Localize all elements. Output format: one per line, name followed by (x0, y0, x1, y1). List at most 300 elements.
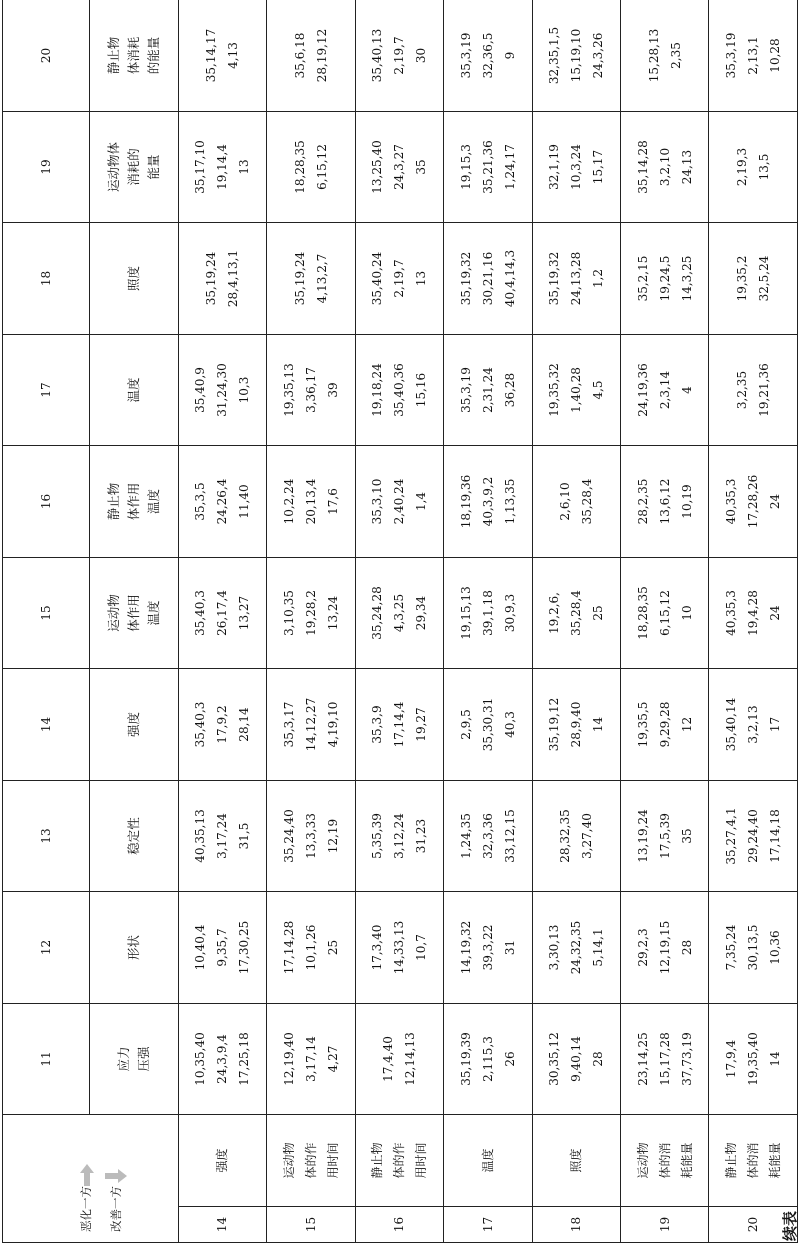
principle-line: 30,13,5 (746, 924, 761, 971)
principle-line: 10 (679, 605, 694, 621)
principle-line: 40,4,14,3 (502, 249, 517, 308)
row-parameter-name (532, 1115, 620, 1207)
principle-cell (620, 112, 708, 223)
principle-line: 35,40,14 (724, 697, 739, 752)
principle-line: 13,3,33 (303, 813, 318, 859)
principle-line: 4,13 (226, 42, 241, 69)
improving-side-label (105, 1164, 127, 1232)
principle-line: 4,13,2,7 (314, 253, 329, 304)
principle-line: 40,35,3 (724, 478, 739, 525)
column-name-line: 运动物 (105, 594, 121, 632)
principle-line: 26 (502, 1051, 517, 1067)
principle-line: 1,13,35 (502, 478, 517, 525)
row-name-line: 体的消 (657, 1142, 672, 1179)
column-number: 19 (3, 112, 90, 223)
principle-line: 35 (414, 159, 429, 175)
table-row (355, 0, 443, 1243)
principle-line: 20,13,4 (303, 478, 318, 525)
principle-cell (267, 0, 355, 112)
principle-line: 12,19,15 (657, 920, 672, 975)
principle-line: 4,5 (591, 380, 606, 400)
principle-line: 9 (502, 51, 517, 60)
principle-line: 13,19,24 (635, 809, 650, 863)
principle-line: 35,19,32 (458, 251, 473, 306)
row-name-line: 运动物 (635, 1142, 650, 1179)
row-name-line: 耗能量 (679, 1142, 694, 1179)
principle-line: 13 (414, 270, 429, 287)
principle-cell (355, 781, 443, 892)
principle-cell (444, 223, 532, 335)
column-name-line: 形状 (125, 935, 141, 961)
principle-line: 12,19 (325, 818, 340, 854)
principle-line: 2,6,10 (558, 482, 573, 521)
principle-line: 9,29,28 (657, 701, 672, 748)
principle-line: 3,2,35 (735, 370, 750, 410)
principle-line: 10,3 (237, 376, 252, 404)
column-name (90, 335, 178, 446)
principle-line: 6,15,12 (314, 144, 329, 190)
worsening-side-text: 恶化一方 (79, 1186, 93, 1232)
principle-line: 35,40,24 (370, 251, 385, 306)
principle-line: 3,10,35 (281, 590, 296, 636)
principle-cell (267, 892, 355, 1004)
principle-line: 15,17,28 (657, 1032, 672, 1086)
principle-line: 10,3,24 (569, 144, 584, 190)
principle-line: 17,6 (325, 488, 340, 515)
principle-line: 15,19,10 (569, 28, 584, 83)
principle-line: 25 (325, 939, 340, 956)
principle-cell (532, 223, 620, 335)
principle-line: 28 (591, 1051, 606, 1067)
principle-cell (355, 335, 443, 446)
row-parameter-name (267, 1115, 355, 1207)
principle-cell (709, 558, 798, 669)
row-number: 16 (355, 1207, 443, 1243)
principle-line: 40,3 (502, 711, 517, 738)
principle-line: 19,21,36 (757, 363, 772, 417)
principle-cell (267, 335, 355, 446)
principle-line: 3,2,10 (657, 147, 672, 187)
principle-cell (178, 669, 266, 781)
principle-cell (267, 1004, 355, 1115)
row-parameter-name (620, 1115, 708, 1207)
column-number: 20 (3, 0, 90, 112)
principle-cell (620, 446, 708, 558)
principle-cell (355, 892, 443, 1004)
principle-line: 24,26,4 (215, 478, 230, 525)
table-row (267, 0, 355, 1243)
principle-cell (620, 0, 708, 112)
principle-line: 35,28,4 (569, 590, 584, 636)
principle-cell (444, 781, 532, 892)
row-name-line: 强度 (215, 1148, 230, 1173)
principle-line: 1,24,35 (458, 813, 473, 859)
principle-line: 19,14,4 (215, 144, 230, 190)
principle-line: 35,24,28 (370, 586, 385, 640)
principle-line: 35,14,28 (635, 140, 650, 194)
principle-line: 10,36 (768, 930, 783, 965)
principle-line: 13,25,40 (370, 140, 385, 194)
continued-caption: 续表 (781, 1210, 799, 1241)
principle-line: 13,6,12 (657, 478, 672, 525)
principle-line: 2,19,7 (392, 36, 407, 75)
principle-cell (709, 446, 798, 558)
principle-cell (178, 892, 266, 1004)
principle-line: 3,30,13 (547, 924, 562, 971)
principle-line: 15,17 (591, 149, 606, 185)
principle-line: 35,3,19 (458, 32, 473, 79)
row-name-line: 体的作 (303, 1142, 318, 1179)
principle-line: 4,3,25 (392, 593, 407, 633)
row-number: 15 (267, 1207, 355, 1243)
principle-line: 10,7 (414, 934, 429, 961)
principle-line: 10,1,26 (303, 924, 318, 971)
column-name-line: 消耗的 (125, 148, 141, 186)
principle-line: 19,15,3 (458, 144, 473, 190)
principle-cell (444, 558, 532, 669)
principle-line: 19,24,5 (657, 255, 672, 302)
column-number: 17 (3, 335, 90, 446)
principle-line: 1,4 (414, 491, 429, 512)
table-row (709, 0, 798, 1243)
principle-line: 17,14,28 (281, 920, 296, 975)
corner-cell (3, 1115, 179, 1243)
principle-cell (620, 335, 708, 446)
principle-line: 6,15,12 (657, 590, 672, 636)
principle-line: 19,35,13 (281, 363, 296, 417)
principle-line: 2,31,24 (480, 367, 495, 413)
principle-line: 17,9,2 (215, 705, 230, 744)
principle-line: 12,14,13 (403, 1032, 418, 1086)
principle-line: 32,35,1,5 (547, 26, 562, 85)
principle-line: 4,27 (325, 1045, 340, 1073)
table-row (620, 0, 708, 1243)
principle-line: 17,25,18 (237, 1032, 252, 1086)
principle-line: 35,3,10 (370, 478, 385, 525)
principle-line: 28 (679, 939, 694, 956)
principle-line: 14,12,27 (303, 697, 318, 752)
principle-line: 9,35,7 (215, 928, 230, 967)
principle-cell (267, 223, 355, 335)
column-name (90, 669, 178, 781)
principle-line: 18,19,36 (458, 474, 473, 529)
row-name-line: 体的作 (392, 1142, 407, 1179)
principle-line: 5,14,1 (591, 928, 606, 967)
table-row (444, 0, 532, 1243)
principle-cell (532, 892, 620, 1004)
principle-line: 13 (237, 159, 252, 175)
principle-line: 15,28,13 (646, 28, 661, 83)
column-name-line: 运动物体 (105, 142, 121, 193)
principle-cell (709, 1004, 798, 1115)
principle-line: 28,4,13,1 (226, 249, 241, 308)
row-name-line: 用时间 (325, 1142, 340, 1179)
principle-line: 35,30,31 (480, 697, 495, 752)
column-name (90, 446, 178, 558)
principle-line: 35,28,4 (580, 478, 595, 525)
row-name-line: 耗能量 (768, 1142, 783, 1179)
header-number-row (3, 0, 90, 1243)
principle-cell (709, 781, 798, 892)
principle-line: 35,3,9 (370, 705, 385, 744)
principle-line: 2,19,7 (392, 259, 407, 298)
principle-line: 35,40,3 (193, 590, 208, 636)
principle-cell (267, 446, 355, 558)
principle-cell (178, 223, 266, 335)
arrow-right-icon (105, 1164, 127, 1186)
row-parameter-name (178, 1115, 266, 1207)
column-name (90, 112, 178, 223)
principle-line: 14,33,13 (392, 920, 407, 975)
principle-line: 29,34 (414, 595, 429, 631)
principle-line: 19,18,24 (370, 363, 385, 417)
row-number: 17 (444, 1207, 532, 1243)
principle-line: 13,27 (237, 595, 252, 631)
principle-line: 3,2,13 (746, 705, 761, 744)
principle-line: 35,19,39 (458, 1032, 473, 1086)
row-parameter-name (355, 1115, 443, 1207)
principle-cell (532, 335, 620, 446)
principle-line: 17,30,25 (237, 920, 252, 975)
principle-cell (532, 112, 620, 223)
column-name-line: 体消耗 (125, 36, 141, 75)
principle-line: 9,40,14 (569, 1036, 584, 1082)
principle-line: 19,35,40 (746, 1032, 761, 1086)
principle-line: 1,2 (591, 268, 606, 289)
principle-line: 24,13,28 (569, 251, 584, 306)
principle-line: 2,19,3 (735, 147, 750, 187)
improving-side-text: 改善一方 (109, 1186, 123, 1232)
principle-line: 3,17,14 (303, 1036, 318, 1082)
principle-line: 35,27,4,1 (724, 807, 739, 865)
corner-labels (3, 1115, 134, 1242)
principle-line: 31,5 (237, 822, 252, 850)
principle-line: 25 (591, 605, 606, 621)
principle-cell (709, 112, 798, 223)
principle-line: 19,27 (414, 707, 429, 742)
principle-line: 33,12,15 (502, 809, 517, 863)
principle-line: 37,73,19 (679, 1032, 694, 1086)
column-name-line: 体作用 (125, 594, 141, 632)
principle-line: 2,40,24 (392, 478, 407, 525)
column-name (90, 1004, 178, 1115)
column-name (90, 223, 178, 335)
principle-line: 40,3,9,2 (480, 476, 495, 527)
principle-cell (355, 558, 443, 669)
principle-line: 35,14,17 (204, 28, 219, 83)
column-name-line: 应力 (115, 1046, 131, 1072)
column-number: 16 (3, 446, 90, 558)
row-parameter-name (709, 1115, 798, 1207)
principle-line: 30 (414, 47, 429, 64)
principle-line: 3,12,24 (392, 813, 407, 859)
column-number: 11 (3, 1004, 90, 1115)
principle-line: 3,17,24 (215, 813, 230, 859)
principle-cell (355, 112, 443, 223)
principle-line: 24 (768, 605, 783, 621)
principle-line: 17,3,40 (370, 924, 385, 971)
principle-line: 19,4,28 (746, 590, 761, 636)
principle-line: 4 (679, 386, 694, 394)
principle-line: 17,4,40 (381, 1036, 396, 1082)
principle-line: 35,6,18 (292, 32, 307, 79)
row-number: 20 (709, 1207, 798, 1243)
principle-cell (709, 892, 798, 1004)
column-name (90, 558, 178, 669)
principle-cell (444, 446, 532, 558)
principle-cell (444, 892, 532, 1004)
principle-cell (355, 0, 443, 112)
principle-line: 26,17,4 (215, 590, 230, 636)
row-number: 19 (620, 1207, 708, 1243)
principle-line: 24,32,35 (569, 920, 584, 975)
principle-cell (444, 112, 532, 223)
principle-line: 7,35,24 (724, 924, 739, 971)
principle-line: 35,40,36 (392, 363, 407, 417)
row-name-line: 静止物 (370, 1142, 385, 1179)
row-name-line: 照度 (569, 1148, 584, 1173)
column-name-line: 静止物 (105, 482, 121, 521)
principle-line: 35,40,13 (370, 28, 385, 83)
principle-line: 36,28 (502, 372, 517, 408)
principle-line: 32,3,36 (480, 813, 495, 859)
principle-line: 24,19,36 (635, 363, 650, 417)
principle-cell (532, 669, 620, 781)
worsening-side-label (75, 1164, 97, 1232)
principle-line: 35,3,17 (281, 701, 296, 748)
principle-line: 13,5 (757, 153, 772, 181)
principle-line: 24,13 (679, 149, 694, 185)
principle-cell (178, 1004, 266, 1115)
principle-line: 11,40 (237, 484, 252, 519)
column-name-line: 能量 (145, 154, 161, 180)
principle-line: 5,35,39 (370, 813, 385, 859)
principle-line: 35,2,15 (635, 255, 650, 302)
principle-cell (178, 558, 266, 669)
principle-line: 31,23 (414, 818, 429, 854)
contradiction-matrix-table (2, 0, 798, 1243)
principle-cell (178, 781, 266, 892)
column-name (90, 781, 178, 892)
principle-line: 31 (502, 939, 517, 956)
header-name-row (90, 0, 178, 1243)
column-name-line: 温度 (125, 377, 141, 403)
column-name-line: 温度 (145, 600, 161, 626)
principle-line: 1,40,28 (569, 367, 584, 413)
principle-cell (620, 781, 708, 892)
principle-line: 17,14,4 (392, 701, 407, 748)
principle-line: 19,35,2 (735, 255, 750, 302)
principle-line: 14 (591, 716, 606, 733)
principle-line: 32,5,24 (757, 255, 772, 302)
principle-cell (355, 223, 443, 335)
principle-line: 35,19,24 (292, 251, 307, 306)
principle-line: 35,17,10 (193, 140, 208, 194)
principle-line: 14 (768, 1051, 783, 1067)
principle-cell (178, 335, 266, 446)
principle-line: 24,3,26 (591, 32, 606, 79)
principle-line: 24,3,9,4 (215, 1034, 230, 1084)
principle-line: 39,1,18 (480, 590, 495, 636)
principle-line: 3,36,17 (303, 367, 318, 413)
principle-line: 35,19,12 (547, 697, 562, 752)
principle-line: 35,3,19 (458, 367, 473, 413)
principle-line: 30,21,16 (480, 251, 495, 306)
principle-line: 15,16 (414, 372, 429, 408)
principle-line: 3,27,40 (580, 813, 595, 859)
principle-line: 2,3,14 (657, 370, 672, 410)
row-parameter-name (444, 1115, 532, 1207)
table-row (178, 0, 266, 1243)
arrow-up-icon (79, 1164, 93, 1186)
principle-cell (355, 669, 443, 781)
column-number: 12 (3, 892, 90, 1004)
column-name-line: 的能量 (145, 36, 161, 75)
principle-line: 35,40,3 (193, 701, 208, 748)
table-row (532, 0, 620, 1243)
principle-line: 14,19,32 (458, 920, 473, 975)
principle-line: 18,28,35 (292, 140, 307, 194)
principle-line: 39,3,22 (480, 924, 495, 971)
principle-line: 28,9,40 (569, 701, 584, 748)
principle-line: 2,13,1 (746, 36, 761, 75)
principle-line: 40,35,13 (193, 809, 208, 863)
principle-cell (178, 0, 266, 112)
principle-cell (178, 446, 266, 558)
principle-cell (709, 669, 798, 781)
principle-cell (355, 446, 443, 558)
principle-line: 14,3,25 (679, 255, 694, 302)
principle-line: 19,35,5 (635, 701, 650, 748)
principle-line: 10,40,4 (193, 924, 208, 971)
principle-cell (620, 669, 708, 781)
principle-line: 35,19,32 (547, 251, 562, 306)
principle-line: 23,14,25 (635, 1032, 650, 1086)
row-number: 14 (178, 1207, 266, 1243)
column-name-line: 压强 (135, 1046, 151, 1072)
principle-line: 31,24,30 (215, 363, 230, 417)
principle-cell (532, 781, 620, 892)
principle-line: 12 (679, 716, 694, 733)
principle-line: 2,9,5 (458, 709, 473, 740)
principle-cell (444, 335, 532, 446)
principle-line: 28,32,35 (558, 809, 573, 863)
principle-line: 1,24,17 (502, 144, 517, 190)
principle-line: 35,24,40 (281, 809, 296, 863)
principle-line: 39 (325, 382, 340, 398)
principle-line: 28,14 (237, 707, 252, 742)
principle-line: 10,19 (679, 484, 694, 519)
principle-cell (444, 0, 532, 112)
principle-line: 30,9,3 (502, 593, 517, 633)
principle-cell (178, 112, 266, 223)
principle-cell (267, 112, 355, 223)
column-number: 18 (3, 223, 90, 335)
principle-cell (620, 892, 708, 1004)
principle-line: 30,35,12 (547, 1032, 562, 1086)
principle-line: 2,35 (668, 42, 683, 69)
principle-cell (620, 558, 708, 669)
principle-cell (267, 669, 355, 781)
principle-line: 29,24,40 (746, 809, 761, 863)
principle-line: 4,19,10 (325, 701, 340, 748)
principle-line: 28,2,35 (635, 478, 650, 525)
principle-line: 40,35,3 (724, 590, 739, 636)
principle-cell (532, 446, 620, 558)
principle-line: 35 (679, 828, 694, 844)
principle-line: 17,14,18 (768, 809, 783, 863)
principle-cell (532, 1004, 620, 1115)
